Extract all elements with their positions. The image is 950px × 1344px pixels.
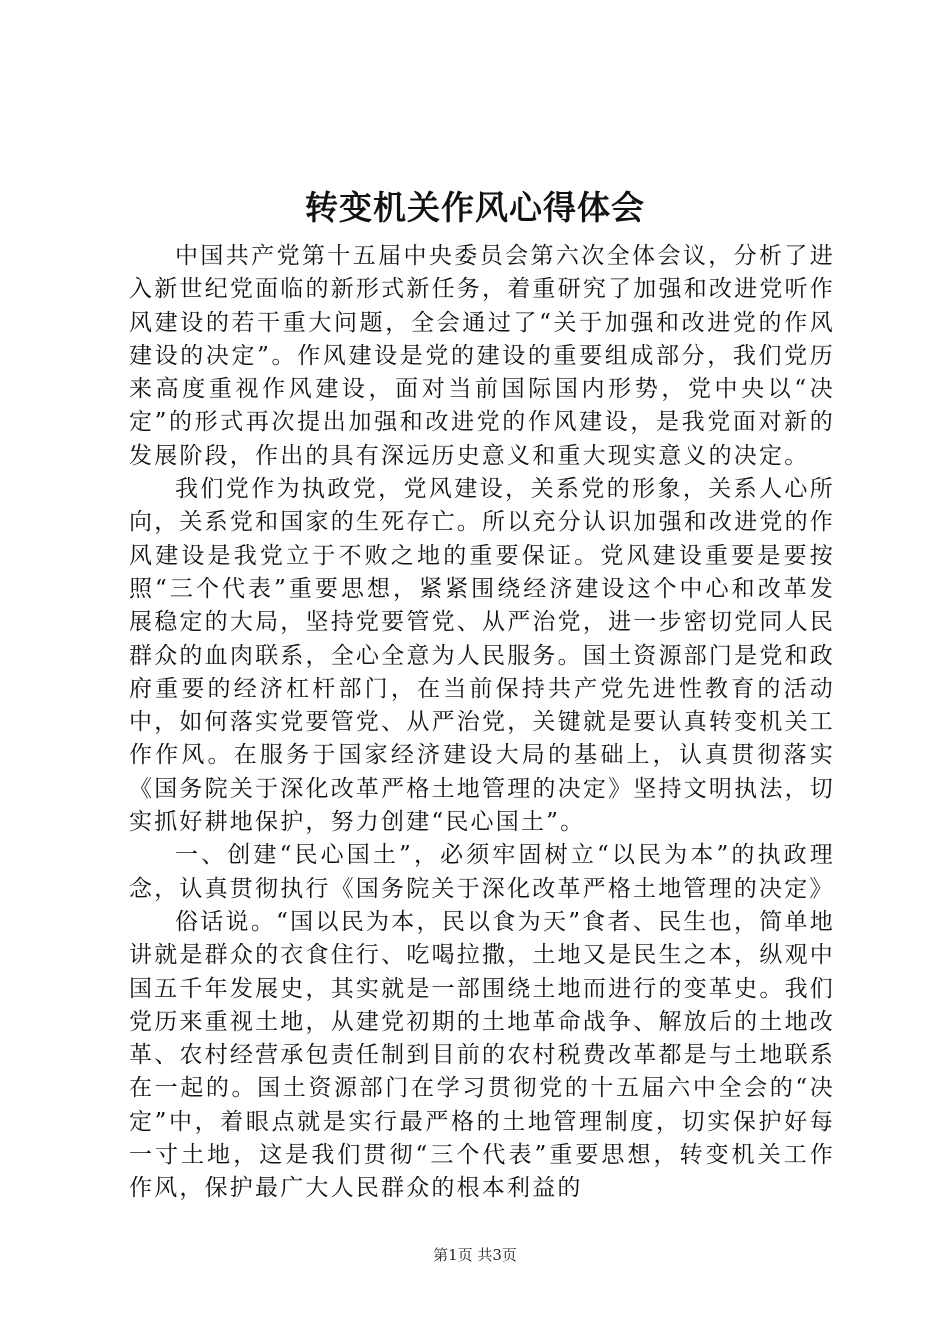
paragraph: 中国共产党第十五届中央委员会第六次全体会议，分析了进入新世纪党面临的新形式新任务，着重研究了加强和改进党听作风建设的若干重大问题，全会通过了“关于加强和改进党的作风建设的决定”。作风建设是党的建设的重要组成部分，我们党历来高度重视作风建设，面对当前国际国内形势，党中央以“决定”的形式再次提出加强和改进党的作风建设，是我党面对新的发展阶段，作出的具有深远历史意义和重大现实意义的决定。 [129,243,835,469]
paragraph: 俗话说。“国以民为本，民以食为天”食者、民生也，简单地讲就是群众的衣食住行、吃喝拉撒，土地又是民生之本，纵观中国五千年发展史，其实就是一部围绕土地而进行的变革史。我们党历来重视土地，从建党初期的土地革命战争、解放后的土地改革、农村经营承包责任制到目前的农村税费改革都是与土地联系在一起的。国土资源部门在学习贯彻党的十五届六中全会的“决定”中，着眼点就是实行最严格的土地管理制度，切实保护好每一寸土地，这是我们贯彻“三个代表”重要思想，转变机关工作作风，保护最广大人民群众的根本利益的 [129,908,835,1202]
paragraph: 我们党作为执政党，党风建设，关系党的形象，关系人心所向，关系党和国家的生死存亡。所以充分认识加强和改进党的作风建设是我党立于不败之地的重要保证。党风建设重要是要按照“三个代表”重要思想，紧紧围绕经济建设这个中心和改革发展稳定的大局，坚持党要管党、从严治党，进一步密切党同人民群众的血肉联系，全心全意为人民服务。国土资源部门是党和政府重要的经济杠杆部门，在当前保持共产党先进性教育的活动中，如何落实党要管党、从严治党，关键就是要认真转变机关工作作风。在服务于国家经济建设大局的基础上，认真贯彻落实《国务院关于深化改革严格土地管理的决定》坚持文明执法，切实抓好耕地保护，努力创建“民心国土”。 [129,476,835,836]
document-body [129,240,835,1206]
document-title: 转变机关作风心得体会 [305,188,645,227]
page-number-footer: 第1页 共3页 [433,1246,517,1264]
paragraph: 一、创建“民心国土”，必须牢固树立“以民为本”的执政理念，认真贯彻执行《国务院关于深化改革严格土地管理的决定》 [129,842,835,902]
